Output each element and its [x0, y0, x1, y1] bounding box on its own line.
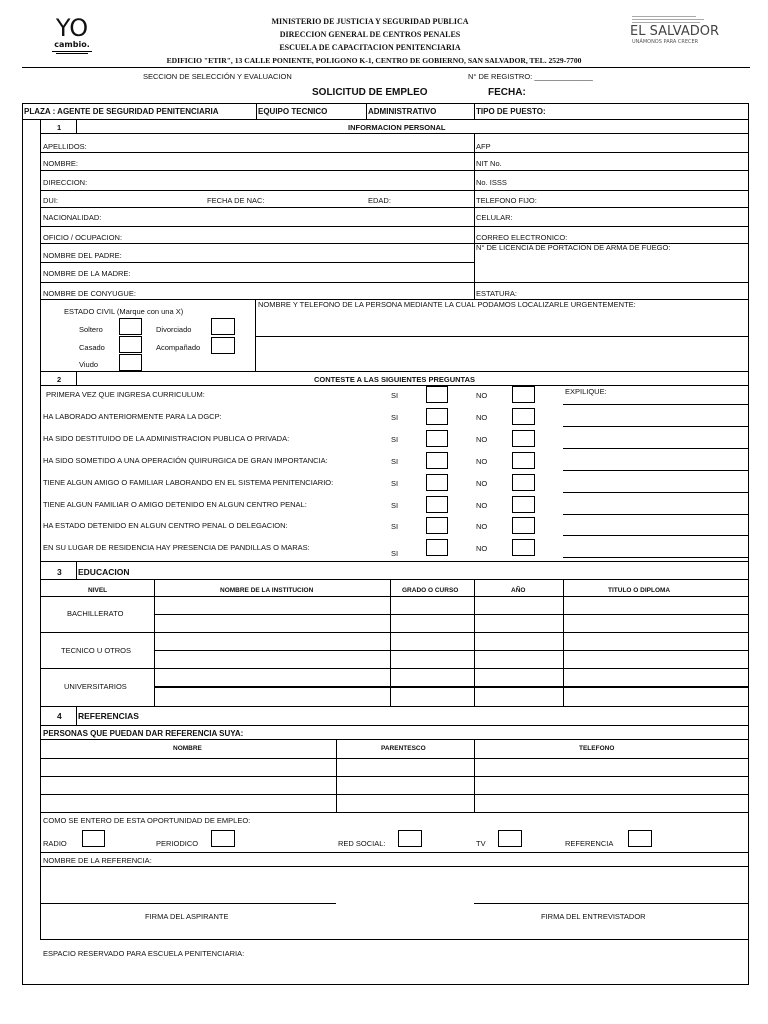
- no-checkbox[interactable]: [512, 496, 535, 513]
- divorciado-label: Divorciado: [156, 325, 192, 334]
- col-titulo: TITULO O DIPLOMA: [608, 587, 671, 594]
- estado-civil-label: ESTADO CIVIL (Marque con una X): [64, 307, 184, 316]
- bachillerato-label: BACHILLERATO: [67, 609, 124, 618]
- nombre-madre-field[interactable]: NOMBRE DE LA MADRE:: [43, 269, 131, 278]
- explique-line[interactable]: [563, 470, 749, 471]
- oficio-field[interactable]: OFICIO / OCUPACION:: [43, 233, 123, 242]
- explique-line[interactable]: [563, 448, 749, 449]
- no-label: NO: [476, 435, 488, 444]
- si-checkbox[interactable]: [426, 408, 448, 425]
- casado-checkbox[interactable]: [119, 336, 142, 353]
- periodico-label: PERIODICO: [156, 839, 199, 848]
- referencias-subtitle: PERSONAS QUE PUEDAN DAR REFERENCIA SUYA:: [43, 729, 244, 738]
- acompanado-label: Acompañado: [156, 343, 201, 352]
- si-label: SI: [391, 435, 399, 444]
- no-label: NO: [476, 522, 488, 531]
- logo-el-salvador: [624, 14, 724, 60]
- firma-entrevistador-line[interactable]: [474, 903, 749, 904]
- question-label: HA SIDO SOMETIDO A UNA OPERACIÓN QUIRURGICA DE GRAN IMPORTANCIA:: [43, 456, 328, 465]
- dui-field[interactable]: DUI:: [43, 196, 58, 205]
- question-label: TIENE ALGUN AMIGO O FAMILIAR LABORANDO EN EL SISTEMA PENITENCIARIO:: [43, 478, 334, 487]
- no-checkbox[interactable]: [512, 539, 535, 556]
- universitarios-label: UNIVERSITARIOS: [64, 682, 127, 691]
- registro-label[interactable]: N° DE REGISTRO: ______________: [468, 72, 593, 81]
- section4-number: 4: [57, 711, 62, 721]
- si-label: SI: [391, 413, 399, 422]
- si-label: SI: [391, 391, 399, 400]
- tv-label: TV: [476, 839, 486, 848]
- acompanado-checkbox[interactable]: [211, 337, 235, 354]
- question-label: HA SIDO DESTITUIDO DE LA ADMINISTRACION PUBLICA O PRIVADA:: [43, 434, 290, 443]
- soltero-checkbox[interactable]: [119, 318, 142, 335]
- firma-entrevistador-label: FIRMA DEL ENTREVISTADOR: [541, 912, 646, 921]
- section2-title: CONTESTE A LAS SIGUIENTES PREGUNTAS: [314, 375, 475, 384]
- estatura-field[interactable]: ESTATURA:: [476, 289, 517, 298]
- si-label: SI: [391, 522, 399, 531]
- si-checkbox[interactable]: [426, 496, 448, 513]
- explique-line[interactable]: [563, 535, 749, 536]
- si-checkbox[interactable]: [426, 386, 448, 403]
- header-line-1: MINISTERIO DE JUSTICIA Y SEGURIDAD PUBLICA: [271, 17, 469, 26]
- question-label: EN SU LUGAR DE RESIDENCIA HAY PRESENCIA DE PANDILLAS O MARAS:: [43, 543, 310, 552]
- col-ref-nombre: NOMBRE: [173, 745, 202, 752]
- section-seleccion: SECCION DE SELECCIÓN Y EVALUACION: [143, 72, 292, 81]
- header-line-2: DIRECCION GENERAL DE CENTROS PENALES: [279, 30, 461, 39]
- viudo-label: Viudo: [79, 360, 99, 369]
- section2-number: 2: [57, 375, 62, 384]
- equipo-tecnico-label[interactable]: EQUIPO TECNICO: [258, 107, 328, 116]
- nombre-padre-field[interactable]: NOMBRE DEL PADRE:: [43, 251, 122, 260]
- casado-label: Casado: [79, 343, 105, 352]
- espacio-reservado-label: ESPACIO RESERVADO PARA ESCUELA PENITENCIARIA:: [43, 949, 245, 958]
- nacionalidad-field[interactable]: NACIONALIDAD:: [43, 213, 102, 222]
- no-checkbox[interactable]: [512, 452, 535, 469]
- nombre-field[interactable]: NOMBRE:: [43, 159, 79, 168]
- afp-field[interactable]: AFP: [476, 142, 491, 151]
- apellidos-field[interactable]: APELLIDOS:: [43, 142, 87, 151]
- fecha-nac-field[interactable]: FECHA DE NAC:: [207, 196, 265, 205]
- col-anio: AÑO: [511, 587, 526, 594]
- si-checkbox[interactable]: [426, 517, 448, 534]
- question-label: TIENE ALGUN FAMILIAR O AMIGO DETENIDO EN ALGUN CENTRO PENAL:: [43, 500, 307, 509]
- firma-aspirante-label: FIRMA DEL ASPIRANTE: [145, 912, 229, 921]
- explique-line[interactable]: [563, 557, 749, 558]
- referencia-label: REFERENCIA: [565, 839, 614, 848]
- explique-line[interactable]: [563, 426, 749, 427]
- logo-yo-text: YO: [55, 14, 89, 42]
- si-label: SI: [391, 549, 399, 558]
- no-checkbox[interactable]: [512, 386, 535, 403]
- col-ref-telefono: TELEFONO: [579, 745, 615, 752]
- explique-line[interactable]: [563, 404, 749, 405]
- fecha-label[interactable]: FECHA:: [488, 87, 526, 98]
- celular-field[interactable]: CELULAR:: [476, 213, 513, 222]
- no-checkbox[interactable]: [512, 517, 535, 534]
- referencia-checkbox[interactable]: [628, 830, 652, 847]
- no-label: NO: [476, 457, 488, 466]
- periodico-checkbox[interactable]: [211, 830, 235, 847]
- direccion-field[interactable]: DIRECCION:: [43, 178, 88, 187]
- col-nivel: NIVEL: [88, 587, 108, 594]
- col-ref-parentesco: PARENTESCO: [381, 745, 426, 752]
- divorciado-checkbox[interactable]: [211, 318, 235, 335]
- section1-number: 1: [57, 123, 62, 132]
- tv-checkbox[interactable]: [498, 830, 522, 847]
- si-checkbox[interactable]: [426, 474, 448, 491]
- edad-field[interactable]: EDAD:: [368, 196, 391, 205]
- explique-line[interactable]: [563, 492, 749, 493]
- licencia-arma-field[interactable]: N° DE LICENCIA DE PORTACION DE ARMA DE FUEGO:: [476, 243, 671, 252]
- tipo-puesto-label[interactable]: TIPO DE PUESTO:: [476, 107, 546, 116]
- viudo-checkbox[interactable]: [119, 354, 142, 371]
- no-label: NO: [476, 479, 488, 488]
- radio-checkbox[interactable]: [82, 830, 105, 847]
- no-label: NO: [476, 544, 488, 553]
- como-se-entero-label: COMO SE ENTERO DE ESTA OPORTUNIDAD DE EMPLEO:: [43, 816, 251, 825]
- correo-field[interactable]: CORREO ELECTRONICO:: [476, 233, 568, 242]
- si-checkbox[interactable]: [426, 430, 448, 447]
- header-line-4: EDIFICIO "ETIR", 13 CALLE PONIENTE, POLIGONO K-1, CENTRO DE GOBIERNO, SAN SALVADOR, TEL. 2529-7700: [166, 56, 582, 65]
- header-rule: [22, 67, 750, 68]
- nit-field[interactable]: NIT No.: [476, 159, 502, 168]
- logo-el-salvador-text: EL SALVADOR: [630, 24, 720, 39]
- header-line-3: ESCUELA DE CAPACITACION PENITENCIARIA: [279, 43, 461, 52]
- no-checkbox[interactable]: [512, 430, 535, 447]
- explique-line[interactable]: [563, 514, 749, 515]
- isss-field[interactable]: No. ISSS: [476, 178, 507, 187]
- red-social-checkbox[interactable]: [398, 830, 422, 847]
- firma-aspirante-line[interactable]: [40, 903, 336, 904]
- logo-el-salvador-sub: UNÁMONOS PARA CRECER: [632, 39, 699, 45]
- section4-title: REFERENCIAS: [78, 711, 139, 721]
- explique-label: EXPILIQUE:: [565, 387, 607, 396]
- si-checkbox[interactable]: [426, 539, 448, 556]
- plaza-label: PLAZA : AGENTE DE SEGURIDAD PENITENCIARIA: [24, 107, 219, 116]
- nombre-referencia-field[interactable]: NOMBRE DE LA REFERENCIA:: [43, 856, 152, 865]
- no-label: NO: [476, 413, 488, 422]
- section1-title: INFORMACION PERSONAL: [348, 123, 446, 132]
- question-label: HA LABORADO ANTERIORMENTE PARA LA DGCP:: [43, 412, 222, 421]
- question-label: HA ESTADO DETENIDO EN ALGUN CENTRO PENAL O DELEGACION:: [43, 521, 288, 530]
- administrativo-label[interactable]: ADMINISTRATIVO: [368, 107, 437, 116]
- no-label: NO: [476, 391, 488, 400]
- contacto-urgente-field[interactable]: NOMBRE Y TELEFONO DE LA PERSONA MEDIANTE LA CUAL PODAMOS LOCALIZARLE URGENTEMENTE:: [258, 300, 636, 309]
- no-checkbox[interactable]: [512, 474, 535, 491]
- logo-yo-cambio: [46, 16, 98, 62]
- logo-cambio-text: cambio.: [54, 40, 90, 49]
- tecnico-label: TECNICO U OTROS: [61, 646, 132, 655]
- red-social-label: RED SOCIAL:: [338, 839, 386, 848]
- telefono-fijo-field[interactable]: TELEFONO FIJO:: [476, 196, 537, 205]
- nombre-conyugue-field[interactable]: NOMBRE DE CONYUGUE:: [43, 289, 136, 298]
- section3-number: 3: [57, 567, 62, 577]
- si-checkbox[interactable]: [426, 452, 448, 469]
- no-checkbox[interactable]: [512, 408, 535, 425]
- no-label: NO: [476, 501, 488, 510]
- si-label: SI: [391, 479, 399, 488]
- soltero-label: Soltero: [79, 325, 103, 334]
- col-grado: GRADO O CURSO: [402, 587, 459, 594]
- si-label: SI: [391, 457, 399, 466]
- section3-title: EDUCACION: [78, 567, 130, 577]
- si-label: SI: [391, 501, 399, 510]
- col-institucion: NOMBRE DE LA INSTITUCION: [220, 587, 314, 594]
- form-title: SOLICITUD DE EMPLEO: [312, 87, 428, 98]
- radio-label: RADIO: [43, 839, 67, 848]
- question-label: PRIMERA VEZ QUE INGRESA CURRICULUM:: [46, 390, 205, 399]
